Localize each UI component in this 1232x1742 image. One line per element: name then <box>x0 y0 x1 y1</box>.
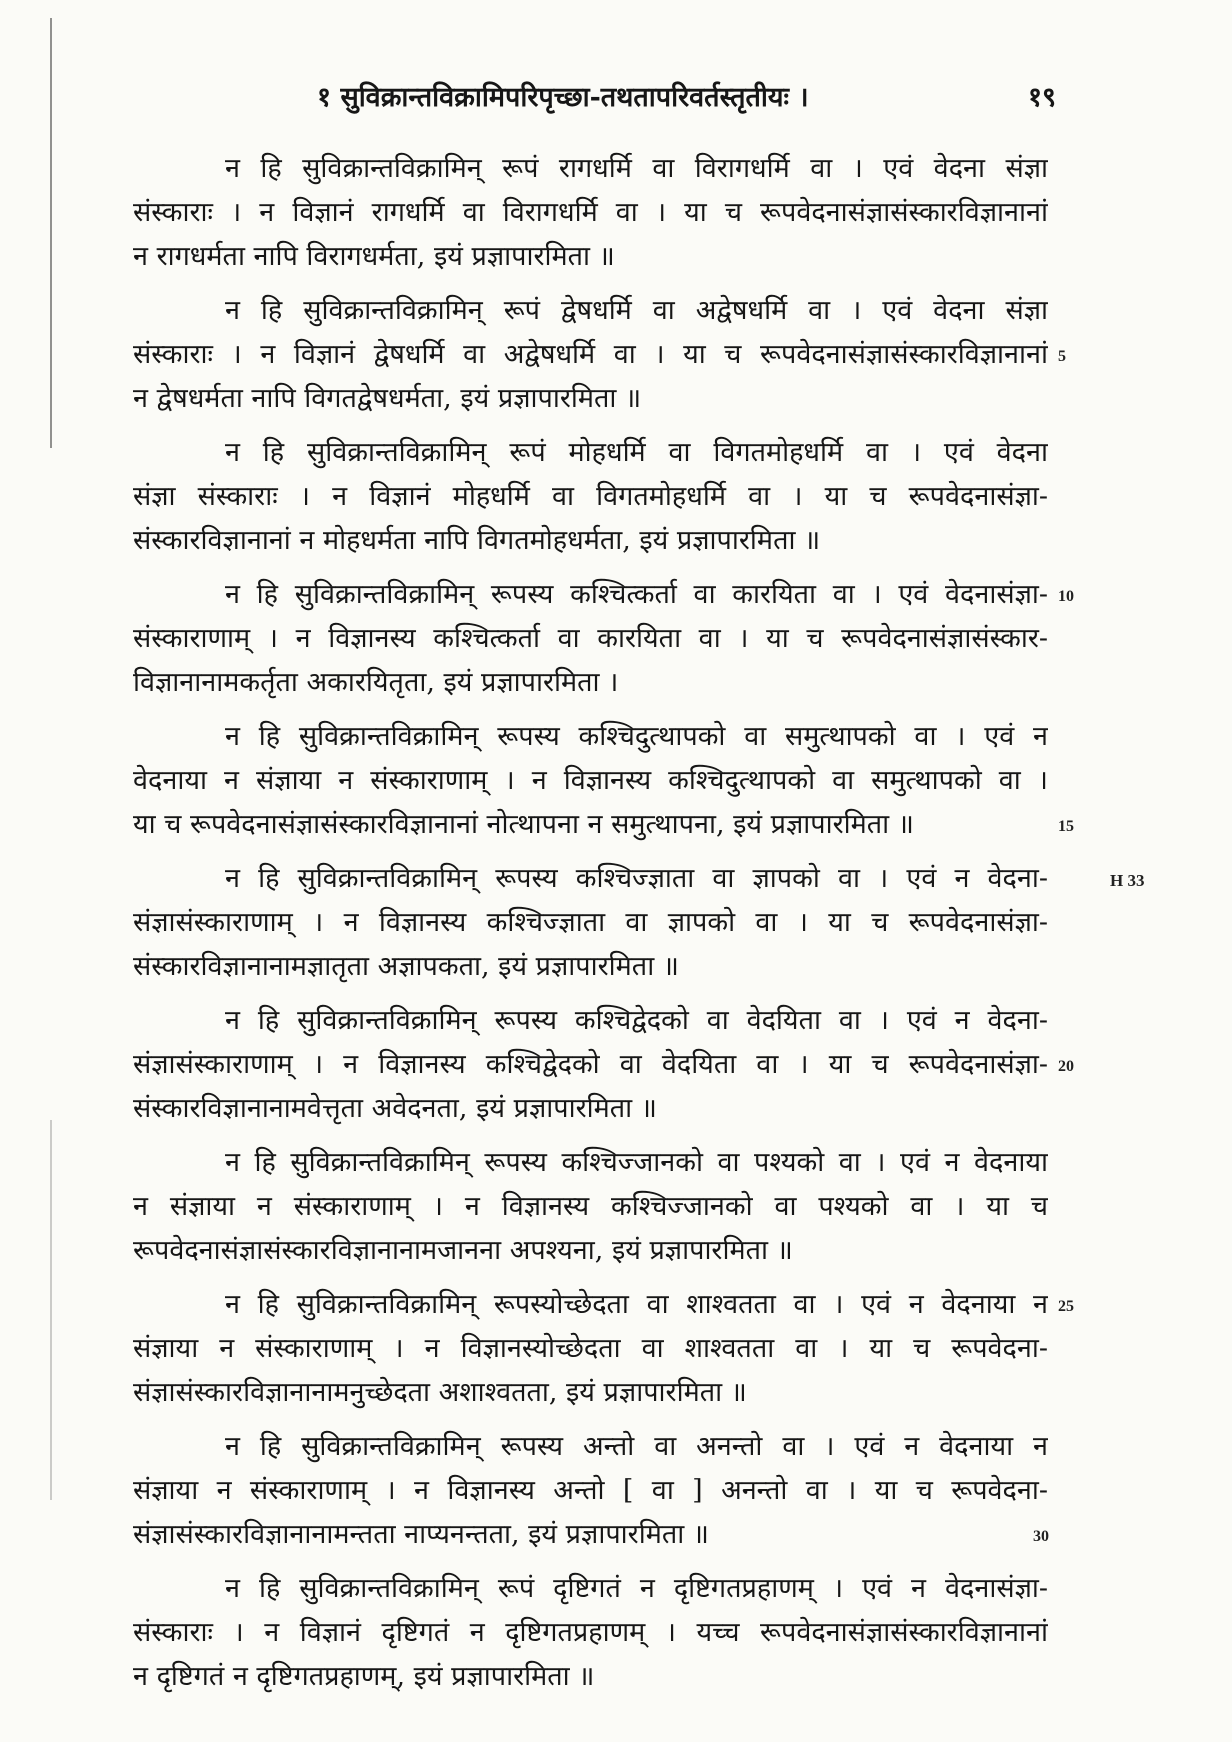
text-line: विज्ञानानामकर्तृता अकारयितृता, इयं प्रज्ञापारमिता । <box>133 667 619 698</box>
text-body <box>133 147 1145 1709</box>
text-line: संस्काराः । न विज्ञानं दृष्टिगतं न दृष्टिगतप्रहाणम् । यच्च रूपवेदनासंज्ञासंस्कारविज्ञानानां <box>133 1617 1048 1648</box>
binding-edge <box>50 18 52 448</box>
paragraph <box>133 147 1048 279</box>
text-line: न हि सुविक्रान्तविक्रामिन् रूपं रागधर्मि वा विरागधर्मि वा । एवं वेदना संज्ञा <box>225 153 1048 184</box>
page-number: १९ <box>1028 82 1057 113</box>
text-line: संस्कारविज्ञानानामवेत्तृता अवेदनता, इयं प्रज्ञापारमिता ॥ <box>133 1093 657 1124</box>
margin-line-number: 10 <box>1058 588 1074 605</box>
paragraph <box>133 289 1066 421</box>
text-line: न रागधर्मता नापि विरागधर्मता, इयं प्रज्ञापारमिता ॥ <box>133 241 615 272</box>
text-line: या च रूपवेदनासंज्ञासंस्कारविज्ञानानां नोत्थापना न समुत्थापना, इयं प्रज्ञापारमिता ॥ <box>133 809 914 840</box>
text-line: न हि सुविक्रान्तविक्रामिन् रूपस्य अन्तो वा अनन्तो वा । एवं न वेदनाया न <box>225 1431 1048 1462</box>
paragraph <box>133 431 1048 563</box>
text-line: संज्ञाया न संस्काराणाम् । न विज्ञानस्योच्छेदता वा शाश्वतता वा । या च रूपवेदना- <box>133 1333 1048 1364</box>
text-line: न हि सुविक्रान्तविक्रामिन् रूपस्य कश्चिद्वेदको वा वेदयिता वा । एवं न वेदना- <box>225 1005 1048 1036</box>
text-line: संस्काराः । न विज्ञानं रागधर्मि वा विरागधर्मि वा । या च रूपवेदनासंज्ञासंस्कारविज्ञानानां <box>133 197 1048 228</box>
text-line: संस्कारविज्ञानानां न मोहधर्मता नापि विगतमोहधर्मता, इयं प्रज्ञापारमिता ॥ <box>133 525 821 556</box>
text-line: न दृष्टिगतं न दृष्टिगतप्रहाणम्, इयं प्रज्ञापारमिता ॥ <box>133 1661 595 1692</box>
margin-line-number: 30 <box>1033 1528 1049 1545</box>
text-line: न हि सुविक्रान्तविक्रामिन् रूपस्य कश्चिज्जानको वा पश्यको वा । एवं न वेदनाया <box>225 1147 1048 1178</box>
margin-reference: H 33 <box>1110 871 1145 890</box>
text-line: संज्ञा संस्काराः । न विज्ञानं मोहधर्मि वा विगतमोहधर्मि वा । या च रूपवेदनासंज्ञा- <box>133 481 1048 512</box>
text-line: संज्ञासंस्कारविज्ञानानामन्तता नाप्यनन्तता, इयं प्रज्ञापारमिता ॥ <box>133 1519 709 1550</box>
paragraph <box>133 715 1074 847</box>
paragraph <box>133 999 1074 1131</box>
text-line: न हि सुविक्रान्तविक्रामिन् रूपस्य कश्चिदुत्थापको वा समुत्थापको वा । एवं न <box>225 721 1048 752</box>
paragraph <box>133 857 1145 989</box>
paragraph <box>133 573 1074 705</box>
text-line: वेदनाया न संज्ञाया न संस्काराणाम् । न विज्ञानस्य कश्चिदुत्थापको वा समुत्थापको वा । <box>133 765 1048 796</box>
text-line: न हि सुविक्रान्तविक्रामिन् रूपस्य कश्चित्कर्ता वा कारयिता वा । एवं वेदनासंज्ञा- <box>225 579 1048 610</box>
text-line: संज्ञाया न संस्काराणाम् । न विज्ञानस्य अन्तो [ वा ] अनन्तो वा । या च रूपवेदना- <box>133 1475 1048 1506</box>
paragraph <box>133 1425 1048 1557</box>
text-line: न द्वेषधर्मता नापि विगतद्वेषधर्मता, इयं प्रज्ञापारमिता ॥ <box>133 383 642 414</box>
text-line: न हि सुविक्रान्तविक्रामिन् रूपस्य कश्चिज्ज्ञाता वा ज्ञापको वा । एवं न वेदना- <box>225 863 1048 894</box>
text-line: न हि सुविक्रान्तविक्रामिन् रूपं दृष्टिगतं न दृष्टिगतप्रहाणम् । एवं न वेदनासंज्ञा- <box>225 1573 1048 1604</box>
running-header: १ सुविक्रान्तविक्रामिपरिपृच्छा-तथतापरिवर्तस्तृतीयः । <box>317 82 809 113</box>
paragraph <box>133 1283 1074 1415</box>
binding-edge <box>50 1120 52 1500</box>
text-line: संज्ञासंस्काराणाम् । न विज्ञानस्य कश्चिद्वेदको वा वेदयिता वा । या च रूपवेदनासंज्ञा- <box>133 1049 1048 1080</box>
text-line: संज्ञासंस्कारविज्ञानानामनुच्छेदता अशाश्वतता, इयं प्रज्ञापारमिता ॥ <box>133 1377 747 1408</box>
text-line: न हि सुविक्रान्तविक्रामिन् रूपस्योच्छेदता वा शाश्वतता वा । एवं न वेदनाया न <box>225 1289 1048 1320</box>
margin-line-number: 25 <box>1058 1298 1074 1315</box>
text-line: न संज्ञाया न संस्काराणाम् । न विज्ञानस्य कश्चिज्जानको वा पश्यको वा । या च <box>133 1191 1048 1222</box>
text-line: संस्काराणाम् । न विज्ञानस्य कश्चित्कर्ता वा कारयिता वा । या च रूपवेदनासंज्ञासंस्कार- <box>133 623 1048 654</box>
paragraph <box>133 1141 1048 1273</box>
margin-line-number: 20 <box>1058 1058 1074 1075</box>
text-line: संस्काराः । न विज्ञानं द्वेषधर्मि वा अद्वेषधर्मि वा । या च रूपवेदनासंज्ञासंस्कारविज्ञानानां <box>133 339 1048 370</box>
paragraph <box>133 1567 1048 1699</box>
margin-line-number: 15 <box>1058 818 1074 835</box>
text-line: संस्कारविज्ञानानामज्ञातृता अज्ञापकता, इयं प्रज्ञापारमिता ॥ <box>133 951 679 982</box>
text-line: रूपवेदनासंज्ञासंस्कारविज्ञानानामजानना अपश्यना, इयं प्रज्ञापारमिता ॥ <box>133 1235 793 1266</box>
text-line: संज्ञासंस्काराणाम् । न विज्ञानस्य कश्चिज्ज्ञाता वा ज्ञापको वा । या च रूपवेदनासंज्ञा- <box>133 907 1048 938</box>
text-line: न हि सुविक्रान्तविक्रामिन् रूपं मोहधर्मि वा विगतमोहधर्मि वा । एवं वेदना <box>225 437 1048 468</box>
margin-line-number: 5 <box>1058 348 1066 365</box>
text-line: न हि सुविक्रान्तविक्रामिन् रूपं द्वेषधर्मि वा अद्वेषधर्मि वा । एवं वेदना संज्ञा <box>225 295 1048 326</box>
